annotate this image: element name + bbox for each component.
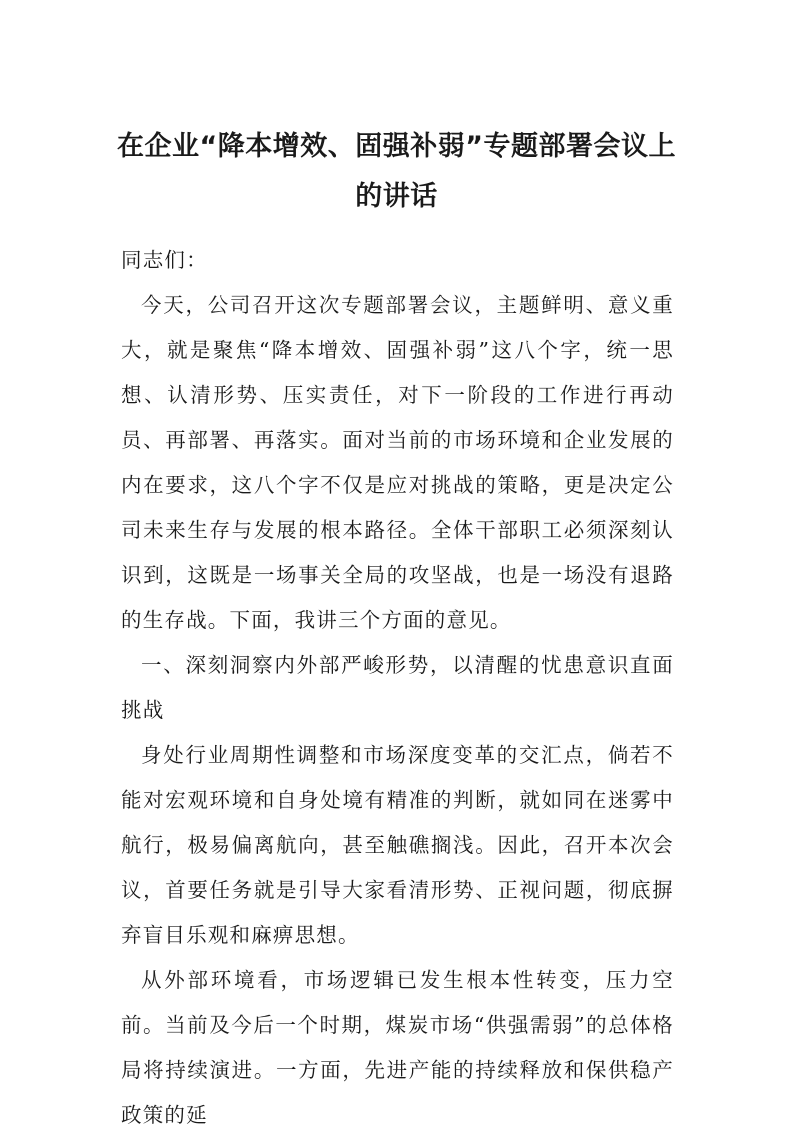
- paragraph-external-environment: 从外部环境看，市场逻辑已发生根本性转变，压力空前。当前及今后一个时期，煤炭市场“供强需弱”的总体格局将持续演进。一方面，先进产能的持续释放和保供稳产政策的延: [121, 968, 674, 1127]
- document-title: 在企业“降本增效、固强补弱”专题部署会议上的讲话: [117, 131, 676, 212]
- paragraph-opening: 今天，公司召开这次专题部署会议，主题鲜明、意义重大，就是聚焦“降本增效、固强补弱”这八个字，统一思想、认清形势、压实责任，对下一阶段的工作进行再动员、再部署、再落实。面对当前的市场环境和企业发展的内在要求，这八个字不仅是应对挑战的策略，更是决定公司未来生存与发展的根本路径。全体干部职工必须深刻认识到，这既是一场事关全局的攻坚战，也是一场没有退路的生存战。下面，我讲三个方面的意见。: [121, 293, 674, 632]
- document-body: [121, 238, 674, 1138]
- section-heading-1: 一、深刻洞察内外部严峻形势，以清醒的忧患意识直面挑战: [121, 653, 674, 722]
- salutation: 同志们：: [121, 248, 208, 272]
- paragraph-situation: 身处行业周期性调整和市场深度变革的交汇点，倘若不能对宏观环境和自身处境有精准的判断，就如同在迷雾中航行，极易偏离航向，甚至触礁搁浅。因此，召开本次会议，首要任务就是引导大家看清形势、正视问题，彻底摒弃盲目乐观和麻痹思想。: [121, 743, 674, 947]
